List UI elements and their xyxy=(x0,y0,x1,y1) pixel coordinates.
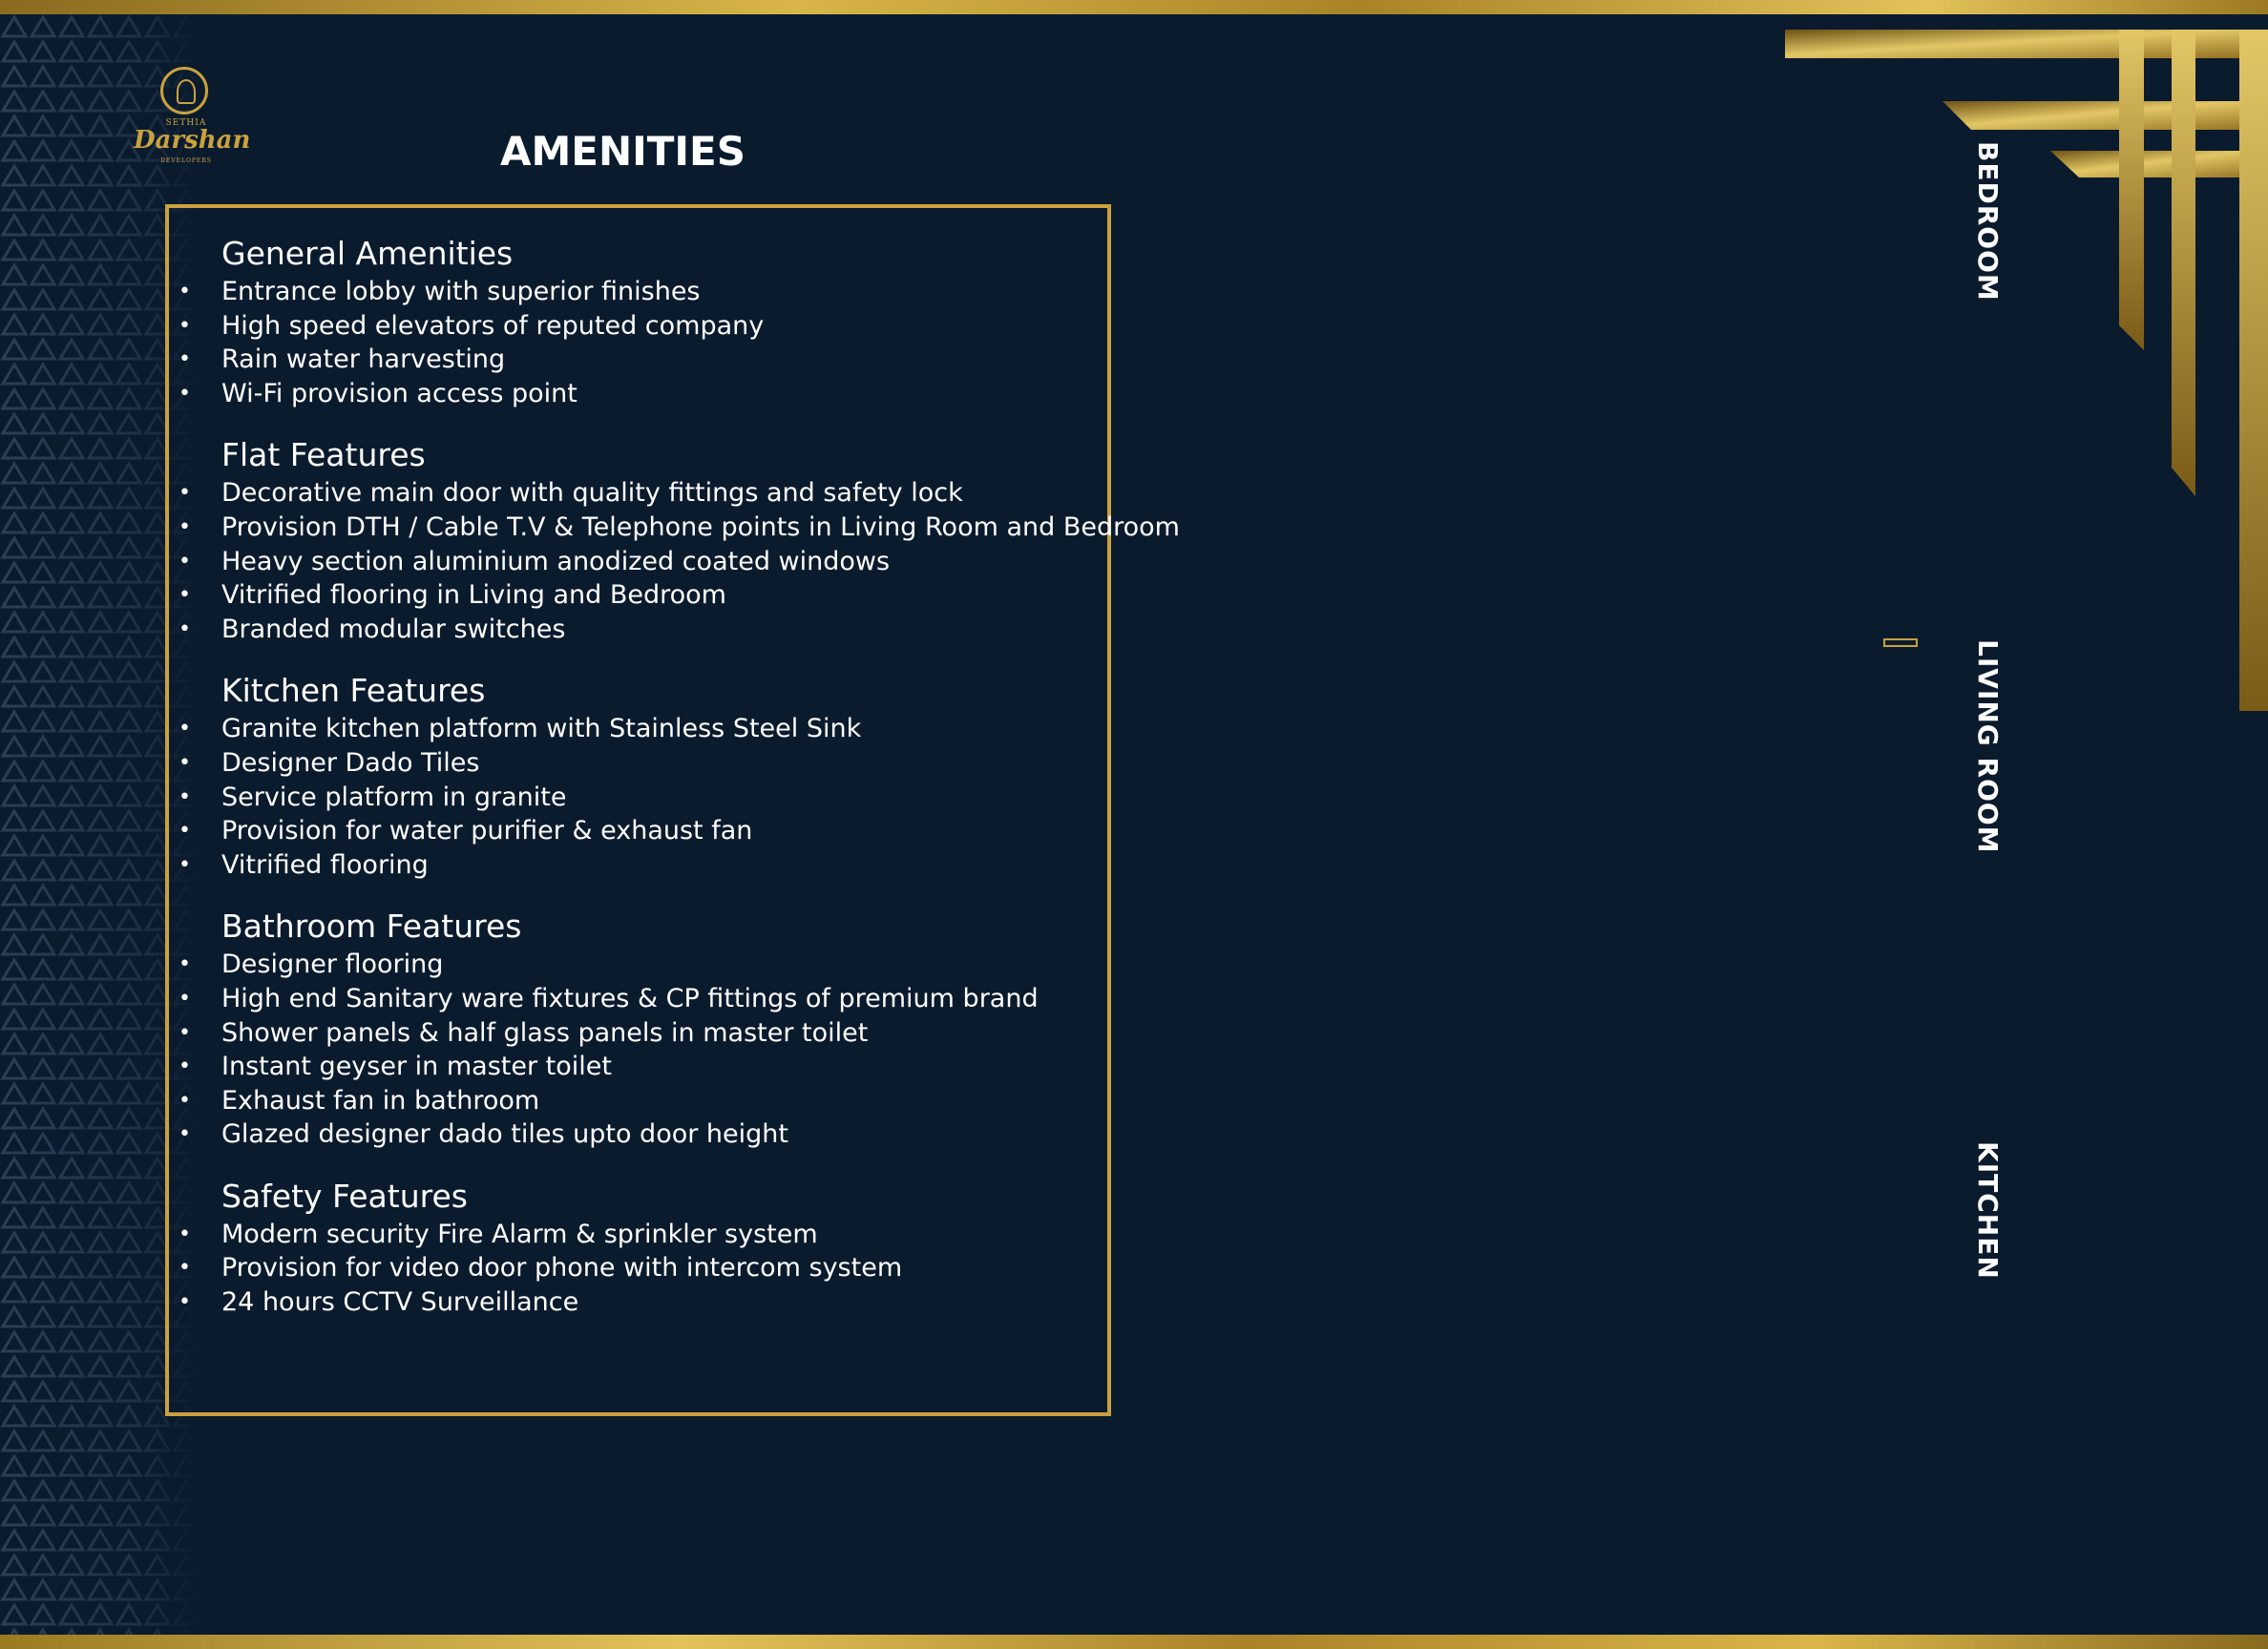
feature-item xyxy=(178,613,1100,647)
feature-item xyxy=(178,1084,1100,1118)
feature-text: Provision for video door phone with intercom system xyxy=(221,1253,903,1284)
bullet-icon: • xyxy=(178,852,191,877)
feature-text: Provision for water purifier & exhaust fan xyxy=(221,816,753,846)
bullet-icon: • xyxy=(178,784,191,809)
feature-text: 24 hours CCTV Surveillance xyxy=(221,1287,579,1318)
bullet-icon: • xyxy=(178,514,191,539)
feature-list xyxy=(178,476,1180,646)
feature-list xyxy=(178,712,1100,882)
feature-item xyxy=(178,343,1100,377)
feature-item xyxy=(178,1016,1100,1051)
logo-emblem-icon xyxy=(160,67,208,115)
feature-item xyxy=(178,814,1100,848)
amenity-section xyxy=(178,1176,1100,1320)
bottom-gold-border xyxy=(0,1635,2268,1649)
feature-text: Shower panels & half glass panels in master toilet xyxy=(221,1017,869,1048)
amenity-section xyxy=(178,906,1100,1152)
feature-text: High speed elevators of reputed company xyxy=(221,310,765,341)
bullet-icon: • xyxy=(178,381,191,406)
feature-text: Vitrified flooring in Living and Bedroom xyxy=(221,580,726,611)
page-title: AMENITIES xyxy=(500,128,746,175)
feature-text: Modern security Fire Alarm & sprinkler system xyxy=(221,1219,818,1249)
section-title: Bathroom Features xyxy=(221,908,522,946)
feature-item xyxy=(178,1218,1100,1252)
feature-text: Decorative main door with quality fittings and safety lock xyxy=(221,478,963,509)
feature-item xyxy=(178,511,1180,545)
feature-item xyxy=(178,545,1100,579)
feature-item xyxy=(178,746,1100,781)
feature-text: High end Sanitary ware fixtures & CP fittings of premium brand xyxy=(221,983,1039,1013)
bullet-icon: • xyxy=(178,819,191,844)
section-marker xyxy=(1883,638,1918,647)
bullet-icon: • xyxy=(178,952,191,977)
logo-brand-name: Darshan xyxy=(134,126,251,155)
feature-list xyxy=(178,275,1100,410)
feature-item xyxy=(178,1117,1100,1152)
feature-item xyxy=(178,712,1100,746)
amenities-list xyxy=(178,233,1180,1344)
feature-item xyxy=(178,476,1100,511)
bullet-icon: • xyxy=(178,1054,191,1079)
logo-tagline: DEVELOPERS xyxy=(160,157,212,164)
feature-text: Exhaust fan in bathroom xyxy=(221,1085,540,1116)
bullet-icon: • xyxy=(178,750,191,775)
feature-item xyxy=(178,948,1100,982)
bullet-icon: • xyxy=(178,481,191,506)
top-gold-border xyxy=(0,0,2268,14)
section-title: General Amenities xyxy=(221,235,514,272)
amenities-box xyxy=(165,204,1180,1416)
bullet-icon: • xyxy=(178,280,191,303)
brand-logo xyxy=(134,65,251,170)
feature-item xyxy=(178,309,1100,344)
bullet-icon: • xyxy=(178,1290,191,1315)
feature-text: Designer flooring xyxy=(221,950,444,980)
feature-text: Service platform in granite xyxy=(221,782,567,812)
bullet-icon: • xyxy=(178,1256,191,1281)
bullet-icon: • xyxy=(178,583,191,608)
amenity-section xyxy=(178,233,1100,410)
bullet-icon: • xyxy=(178,616,191,641)
bullet-icon: • xyxy=(178,1122,191,1147)
feature-text: Provision DTH / Cable T.V & Telephone points in Living Room and Bedroom xyxy=(221,511,1180,542)
feature-item xyxy=(178,578,1100,613)
bullet-icon: • xyxy=(178,717,191,741)
feature-item xyxy=(178,275,1100,309)
feature-list xyxy=(178,1218,1100,1320)
feature-text: Entrance lobby with superior finishes xyxy=(221,277,701,306)
feature-item xyxy=(178,377,1100,411)
feature-item xyxy=(178,982,1100,1016)
feature-text: Heavy section aluminium anodized coated windows xyxy=(221,546,891,576)
feature-text: Glazed designer dado tiles upto door height xyxy=(221,1119,788,1150)
bullet-icon: • xyxy=(178,1088,191,1113)
feature-text: Designer Dado Tiles xyxy=(221,747,480,778)
section-title: Flat Features xyxy=(221,436,426,474)
gold-frame-decoration xyxy=(1785,24,2268,711)
feature-text: Wi-Fi provision access point xyxy=(221,378,578,408)
feature-item xyxy=(178,1285,1100,1320)
section-title: Kitchen Features xyxy=(221,672,486,710)
logo-small-text: SETHIA xyxy=(165,118,207,128)
bullet-icon: • xyxy=(178,986,191,1011)
feature-text: Rain water harvesting xyxy=(221,344,506,375)
feature-item xyxy=(178,848,1100,883)
feature-item xyxy=(178,1050,1100,1084)
bullet-icon: • xyxy=(178,1221,191,1246)
side-tab-kitchen[interactable]: KITCHEN xyxy=(1972,1141,2004,1280)
amenity-section xyxy=(178,434,1180,646)
amenity-section xyxy=(178,670,1100,882)
bullet-icon: • xyxy=(178,347,191,372)
feature-list xyxy=(178,948,1100,1152)
bullet-icon: • xyxy=(178,1020,191,1045)
bullet-icon: • xyxy=(178,549,191,574)
side-tab-bedroom[interactable]: BEDROOM xyxy=(1972,141,2004,302)
feature-text: Branded modular switches xyxy=(221,614,566,644)
feature-item xyxy=(178,1251,1100,1285)
section-title: Safety Features xyxy=(221,1177,468,1215)
side-tab-living-room[interactable]: LIVING ROOM xyxy=(1972,639,2004,854)
bullet-icon: • xyxy=(178,313,191,338)
feature-item xyxy=(178,781,1100,815)
feature-text: Instant geyser in master toilet xyxy=(221,1052,612,1082)
feature-text: Granite kitchen platform with Stainless Steel Sink xyxy=(221,714,862,744)
feature-text: Vitrified flooring xyxy=(221,849,429,880)
